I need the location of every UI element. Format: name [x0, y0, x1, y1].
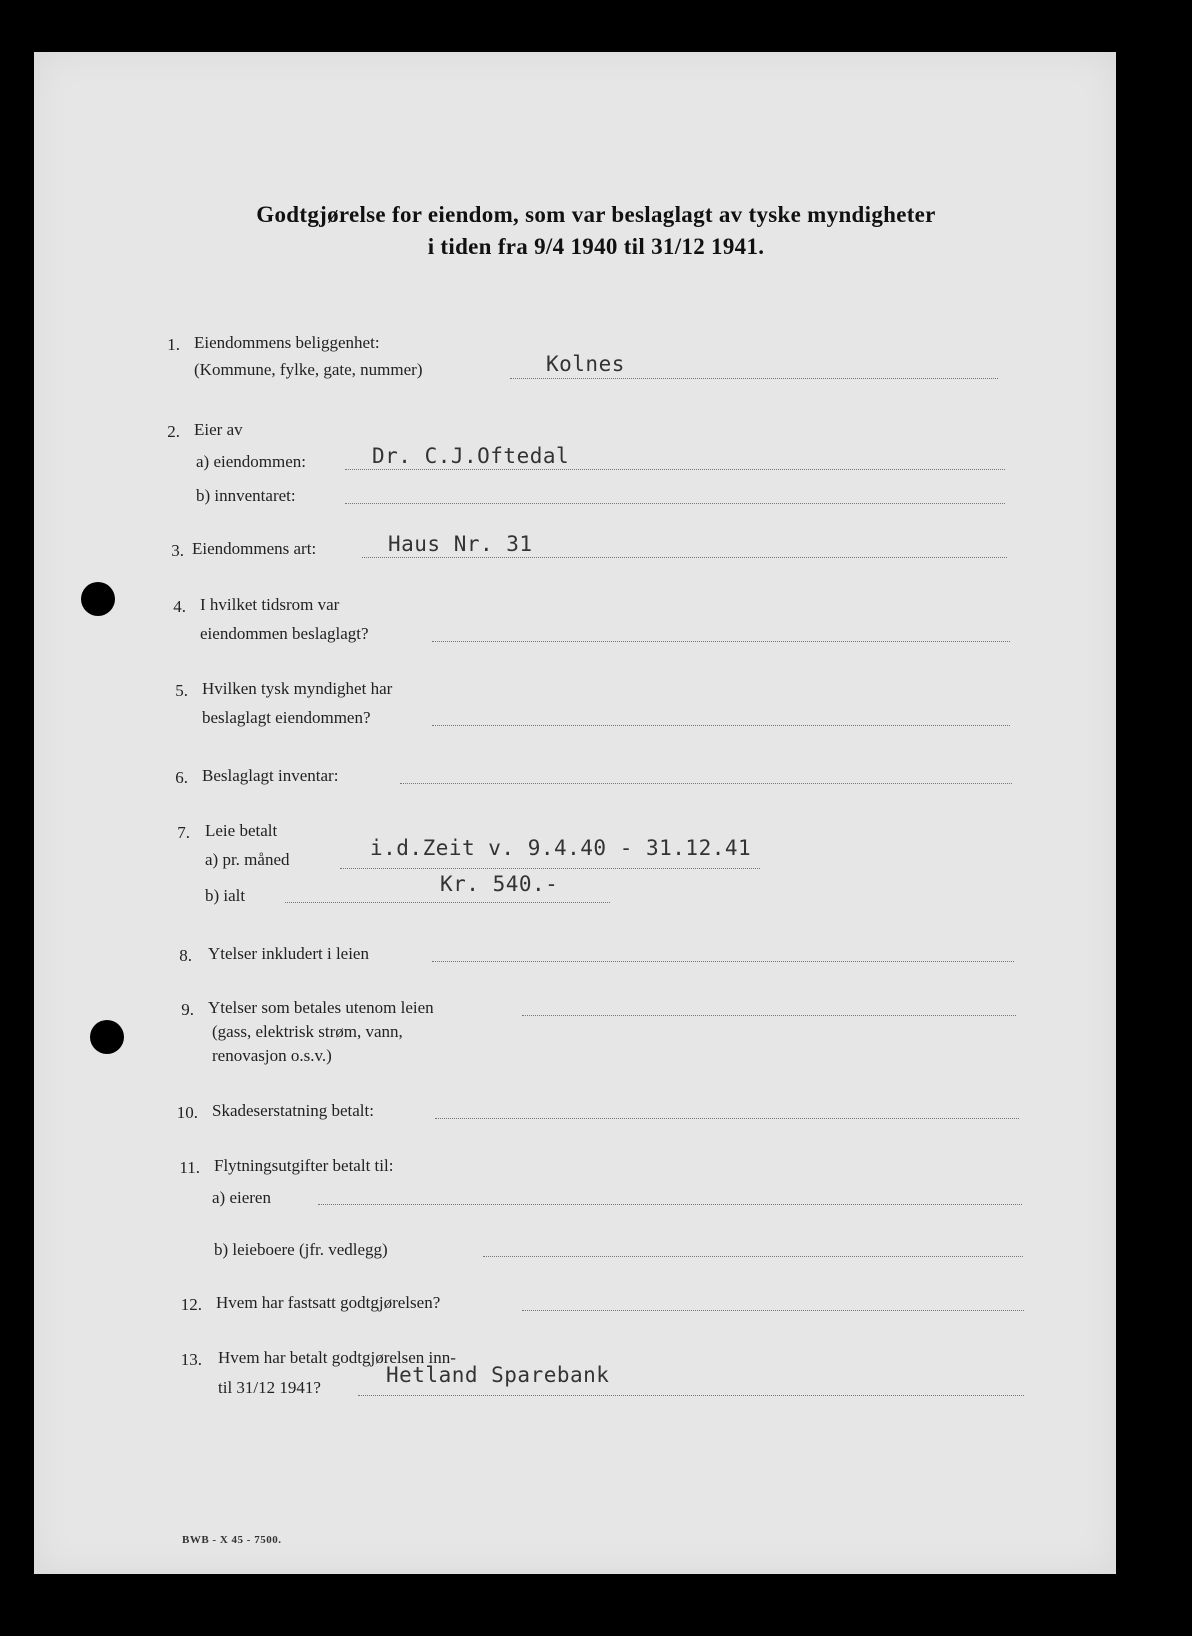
answer-line — [318, 1204, 1022, 1205]
item-label: Eiendommens beliggenhet: — [194, 333, 380, 352]
item-number: 10. — [176, 1103, 198, 1122]
answer-line — [340, 868, 760, 869]
item-number: 13. — [180, 1350, 202, 1369]
item-label: Eier av — [194, 420, 243, 439]
item-label: Leie betalt — [205, 821, 278, 840]
handwritten-answer: Kr. 540.- — [440, 872, 559, 896]
form-title-line1: Godtgjørelse for eiendom, som var beslaglagt av tyske myndigheter — [256, 202, 936, 227]
item-number: 3. — [171, 541, 184, 560]
answer-line — [400, 783, 1012, 784]
handwritten-answer: Hetland Sparebank — [386, 1363, 610, 1387]
punch-hole — [81, 582, 115, 616]
item-label: Beslaglagt inventar: — [202, 766, 339, 785]
item-label: a) pr. måned — [205, 850, 290, 869]
handwritten-answer: Kolnes — [546, 352, 625, 376]
item-number: 12. — [180, 1295, 202, 1314]
answer-line — [345, 469, 1005, 470]
punch-hole — [90, 1020, 124, 1054]
answer-line — [483, 1256, 1023, 1257]
item-label: til 31/12 1941? — [218, 1378, 321, 1397]
item-number: 7. — [177, 823, 190, 842]
item-label: a) eiendommen: — [196, 452, 306, 471]
item-label: a) eieren — [212, 1188, 271, 1207]
item-number: 4. — [173, 597, 186, 616]
item-label: Eiendommens art: — [192, 539, 317, 558]
answer-line — [358, 1395, 1024, 1396]
item-label: Hvilken tysk myndighet har — [202, 679, 393, 698]
item-label: Hvem har betalt godtgjørelsen inn- — [218, 1348, 456, 1367]
answer-line — [522, 1015, 1016, 1016]
item-label: I hvilket tidsrom var — [200, 595, 340, 614]
form-paper — [34, 52, 1116, 1574]
item-number: 11. — [179, 1158, 200, 1177]
item-label: b) ialt — [205, 886, 246, 905]
item-label: eiendommen beslaglagt? — [200, 624, 369, 643]
item-number: 9. — [181, 1000, 194, 1019]
item-label: Hvem har fastsatt godtgjørelsen? — [216, 1293, 441, 1312]
handwritten-answer: Haus Nr. 31 — [388, 532, 533, 556]
item-number: 2. — [167, 422, 180, 441]
item-label: beslaglagt eiendommen? — [202, 708, 371, 727]
item-label: (Kommune, fylke, gate, nummer) — [194, 360, 423, 379]
answer-line — [285, 902, 610, 903]
item-label: (gass, elektrisk strøm, vann, — [212, 1022, 403, 1041]
handwritten-answer: i.d.Zeit v. 9.4.40 - 31.12.41 — [370, 836, 752, 860]
item-label: b) innventaret: — [196, 486, 296, 505]
item-label: Ytelser inkludert i leien — [208, 944, 369, 963]
item-label: Ytelser som betales utenom leien — [208, 998, 434, 1017]
answer-line — [432, 961, 1014, 962]
item-label: renovasjon o.s.v.) — [212, 1046, 332, 1065]
answer-line — [510, 378, 998, 379]
handwritten-answer: Dr. C.J.Oftedal — [372, 444, 570, 468]
answer-line — [522, 1310, 1024, 1311]
item-number: 8. — [179, 946, 192, 965]
answer-line — [435, 1118, 1019, 1119]
form-title-line2: i tiden fra 9/4 1940 til 31/12 1941. — [427, 234, 765, 259]
item-number: 1. — [167, 335, 180, 354]
answer-line — [345, 503, 1005, 504]
item-number: 6. — [175, 768, 188, 787]
item-label: Flytningsutgifter betalt til: — [214, 1156, 394, 1175]
item-number: 5. — [175, 681, 188, 700]
item-label: b) leieboere (jfr. vedlegg) — [214, 1240, 388, 1259]
answer-line — [432, 725, 1010, 726]
answer-line — [362, 557, 1007, 558]
item-label: Skadeserstatning betalt: — [212, 1101, 374, 1120]
print-code: BWB - X 45 - 7500. — [182, 1534, 282, 1546]
answer-line — [432, 641, 1010, 642]
